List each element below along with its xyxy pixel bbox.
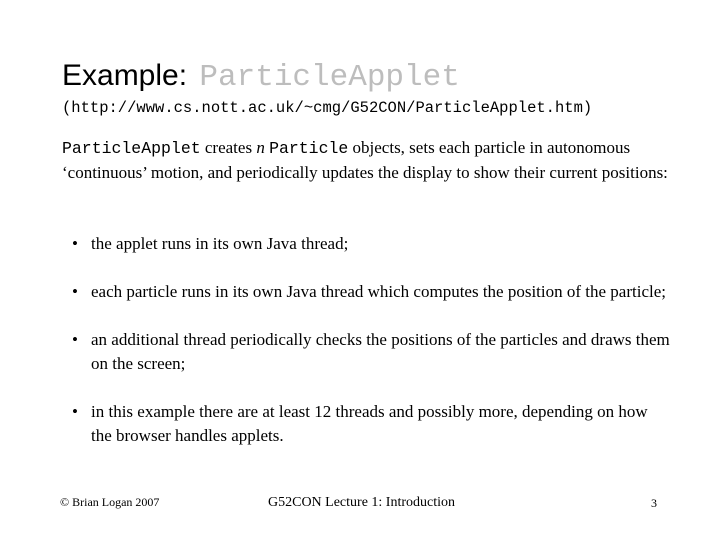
slide-title xyxy=(62,58,460,96)
title-prefix: Example: xyxy=(62,59,188,92)
intro-code-particleapplet: ParticleApplet xyxy=(62,139,201,158)
bullet-text: the applet runs in its own Java thread; xyxy=(91,234,349,253)
bullet-glyph: • xyxy=(72,282,78,301)
bullet-glyph: • xyxy=(72,330,78,349)
bullet-item xyxy=(72,280,672,304)
bullet-text: each particle runs in its own Java thread which computes the position of the particle; xyxy=(91,282,666,301)
bullet-item xyxy=(72,400,672,448)
intro-text-rest: objects, sets each particle in autonomous ‘continuous’ motion, and periodically updates the display to show their current positions: xyxy=(62,138,668,182)
bullet-list xyxy=(72,232,672,472)
bullet-text: an additional thread periodically checks the positions of the particles and draws them on the screen; xyxy=(91,330,670,373)
footer-copyright: © Brian Logan 2007 xyxy=(60,495,160,509)
footer-page-number: 3 xyxy=(651,496,657,510)
title-code: ParticleApplet xyxy=(199,60,460,95)
bullet-text: in this example there are at least 12 threads and possibly more, depending on how the browser handles applets. xyxy=(91,402,648,445)
intro-n-variable: n xyxy=(256,138,265,157)
bullet-item xyxy=(72,232,672,256)
intro-text-creates: creates xyxy=(200,138,257,157)
bullet-glyph: • xyxy=(72,402,78,421)
footer-course: G52CON Lecture 1: Introduction xyxy=(268,495,456,510)
bullet-glyph: • xyxy=(72,234,78,253)
intro-paragraph xyxy=(62,136,672,185)
bullet-item xyxy=(72,328,672,376)
intro-code-particle: Particle xyxy=(269,139,349,158)
url-text: (http://www.cs.nott.ac.uk/~cmg/G52CON/ParticleApplet.htm) xyxy=(62,99,593,117)
